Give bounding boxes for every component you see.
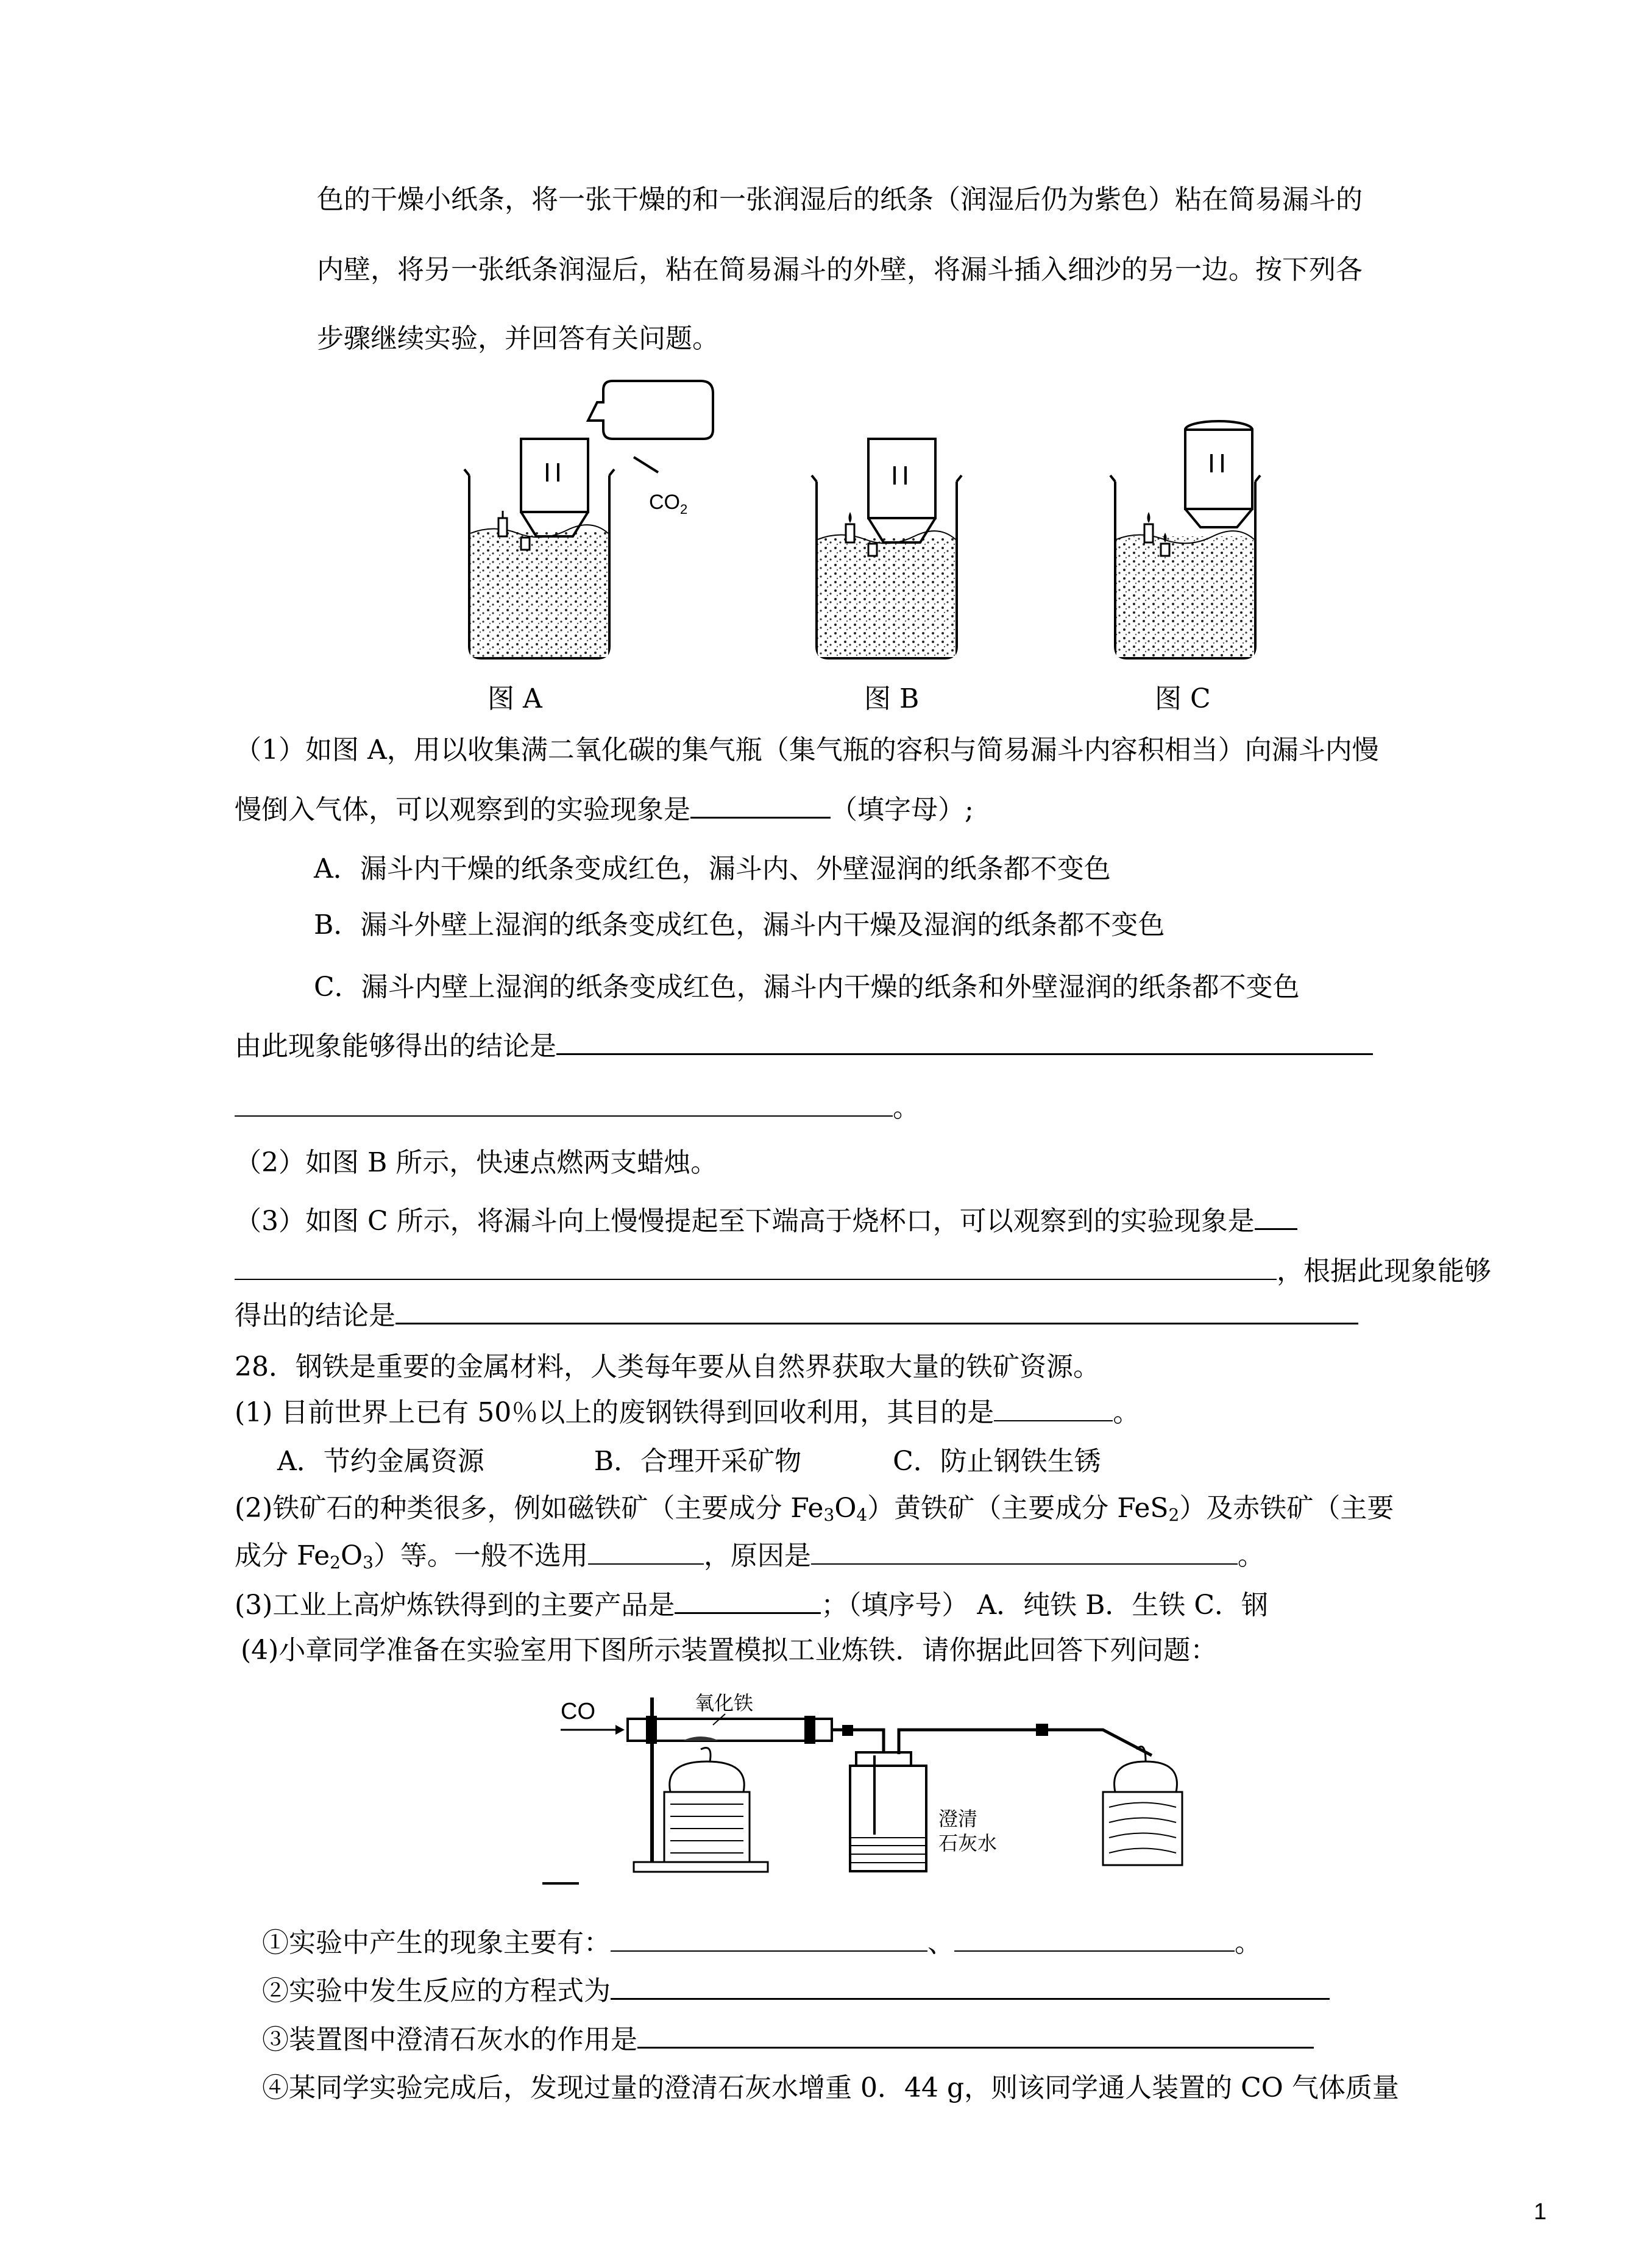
q28-part-3-blank[interactable] <box>675 1588 821 1614</box>
q1-end-mark: 。 <box>893 1092 920 1123</box>
q1-answer-blank[interactable] <box>690 792 831 819</box>
figure-b-caption: 图 B <box>864 683 920 714</box>
figure-b-apparatus <box>804 427 987 670</box>
q28-part-1-options <box>277 1445 1101 1479</box>
limewater-label-2: 石灰水 <box>938 1832 998 1855</box>
q1-option-a: A．漏斗内干燥的纸条变成红色，漏斗内、外壁湿润的纸条都不变色 <box>314 853 1111 884</box>
q3-blank-3[interactable] <box>395 1298 1358 1324</box>
co2-label: $CO_2$ <box>649 491 688 517</box>
page-number: 1 <box>1533 2199 1547 2225</box>
q3-line-2 <box>235 1254 1491 1289</box>
q28-sub-1-end: 。 <box>1235 1927 1261 1958</box>
q28-title: 28．钢铁是重要的金属材料，人类每年要从自然界获取大量的铁矿资源。 <box>235 1351 1100 1382</box>
intro-line-2: 内壁，将另一张纸条润湿后，粘在简易漏斗的外壁，将漏斗插入细沙的另一边。按下列各 <box>317 254 1363 285</box>
q1-conclusion-cont <box>235 1091 920 1125</box>
co-label: CO <box>561 1699 595 1724</box>
q28-sub-3 <box>262 2022 1314 2057</box>
q3-line-1 <box>235 1204 1297 1239</box>
q1-option-b: B．漏斗外壁上湿润的纸条变成红色，漏斗内干燥及湿润的纸条都不变色 <box>314 909 1165 940</box>
q28-part-1 <box>235 1396 1140 1430</box>
iron-oxide-label: 氧化铁 <box>695 1691 754 1715</box>
q28-part-2-blank-2[interactable] <box>811 1539 1238 1565</box>
q1-conclusion-blank[interactable] <box>556 1029 1373 1055</box>
ironmaking-apparatus <box>542 1682 1194 1889</box>
q28-part-3-options: ；（填序号） A．纯铁 B．生铁 C．钢 <box>821 1590 1269 1621</box>
q28-part-1-end: 。 <box>1113 1397 1140 1428</box>
q1-conclusion-blank-2[interactable] <box>235 1091 893 1117</box>
q28-sub-3-blank[interactable] <box>637 2022 1314 2049</box>
q2-line: （2）如图 B 所示，快速点燃两支蜡烛。 <box>235 1147 718 1178</box>
q28-sub-1-text: ①实验中产生的现象主要有： <box>262 1927 611 1958</box>
q28-sub-2-blank[interactable] <box>611 1974 1330 2000</box>
q28-option-c: C．防止钢铁生锈 <box>893 1446 1101 1477</box>
q1-line-2-text: 慢倒入气体，可以观察到的实验现象是 <box>235 794 690 825</box>
q28-part-1-text: (1) 目前世界上已有 50％以上的废钢铁得到回收利用，其目的是 <box>235 1397 994 1428</box>
intro-line-3: 步骤继续实验，并回答有关问题。 <box>317 323 719 354</box>
q1-line-2-suffix: （填字母）; <box>831 794 974 825</box>
q28-sub-1-sep: 、 <box>927 1927 954 1958</box>
q1-line-1: （1）如图 A，用以收集满二氧化碳的集气瓶（集气瓶的容积与简易漏斗内容积相当）向漏斗内慢 <box>235 734 1379 766</box>
limewater-label-1: 澄清 <box>938 1807 978 1830</box>
q28-sub-1 <box>262 1926 1261 1960</box>
q3-blank-2[interactable] <box>235 1254 1277 1280</box>
q3-blank-1[interactable] <box>1255 1204 1297 1230</box>
q28-part-2-blank-1[interactable] <box>588 1539 704 1565</box>
q3-line-1-text: （3）如图 C 所示，将漏斗向上慢慢提起至下端高于烧杯口，可以观察到的实验现象是 <box>235 1206 1255 1237</box>
q1-conclusion-text: 由此现象能够得出的结论是 <box>235 1031 556 1062</box>
figure-c-apparatus <box>1103 414 1286 670</box>
q28-part-3 <box>235 1588 1268 1623</box>
q28-sub-1-blank-2[interactable] <box>954 1926 1235 1952</box>
q28-sub-1-blank-1[interactable] <box>611 1926 927 1952</box>
q28-sub-2-text: ②实验中发生反应的方程式为 <box>262 1975 611 2007</box>
q28-part-4: (4)小章同学准备在实验室用下图所示装置模拟工业炼铁．请你据此回答下列问题： <box>241 1635 1218 1666</box>
figure-c-caption: 图 C <box>1155 683 1211 714</box>
q28-option-b: B．合理开采矿物 <box>594 1446 802 1477</box>
q28-part-1-blank[interactable] <box>994 1396 1113 1421</box>
q28-sub-2 <box>262 1974 1330 2008</box>
q3-line-3 <box>235 1298 1358 1333</box>
q28-part-2-line-2: 成分 $Fe_2O_3$）等。一般不选用 ，原因是 。 <box>235 1540 1264 1573</box>
q28-sub-4: ④某同学实验完成后，发现过量的澄清石灰水增重 0．44 g，则该同学通人装置的 CO 气体质量 <box>262 2072 1399 2103</box>
q1-conclusion <box>235 1029 1373 1064</box>
q28-part-3-text: (3)工业上高炉炼铁得到的主要产品是 <box>235 1590 675 1621</box>
q28-sub-3-text: ③装置图中澄清石灰水的作用是 <box>262 2024 637 2055</box>
q3-line-3-text: 得出的结论是 <box>235 1300 395 1331</box>
q1-line-2 <box>235 792 974 827</box>
q1-option-c: C．漏斗内壁上湿润的纸条变成红色，漏斗内干燥的纸条和外壁湿润的纸条都不变色 <box>314 972 1300 1003</box>
figure-a-caption: 图 A <box>488 683 542 714</box>
q3-line-2-text: ，根据此现象能够 <box>1277 1256 1491 1287</box>
q28-part-2-line-1: (2)铁矿石的种类很多，例如磁铁矿（主要成分 $Fe_3O_4$）黄铁矿（主要成分 FeS$_2$）及赤铁矿（主要 <box>235 1493 1394 1525</box>
intro-line-1: 色的干燥小纸条，将一张干燥的和一张润湿后的纸条（润湿后仍为紫色）粘在简易漏斗的 <box>317 184 1363 215</box>
figure-a-apparatus <box>457 378 737 664</box>
q28-option-a: A．节约金属资源 <box>277 1446 484 1477</box>
